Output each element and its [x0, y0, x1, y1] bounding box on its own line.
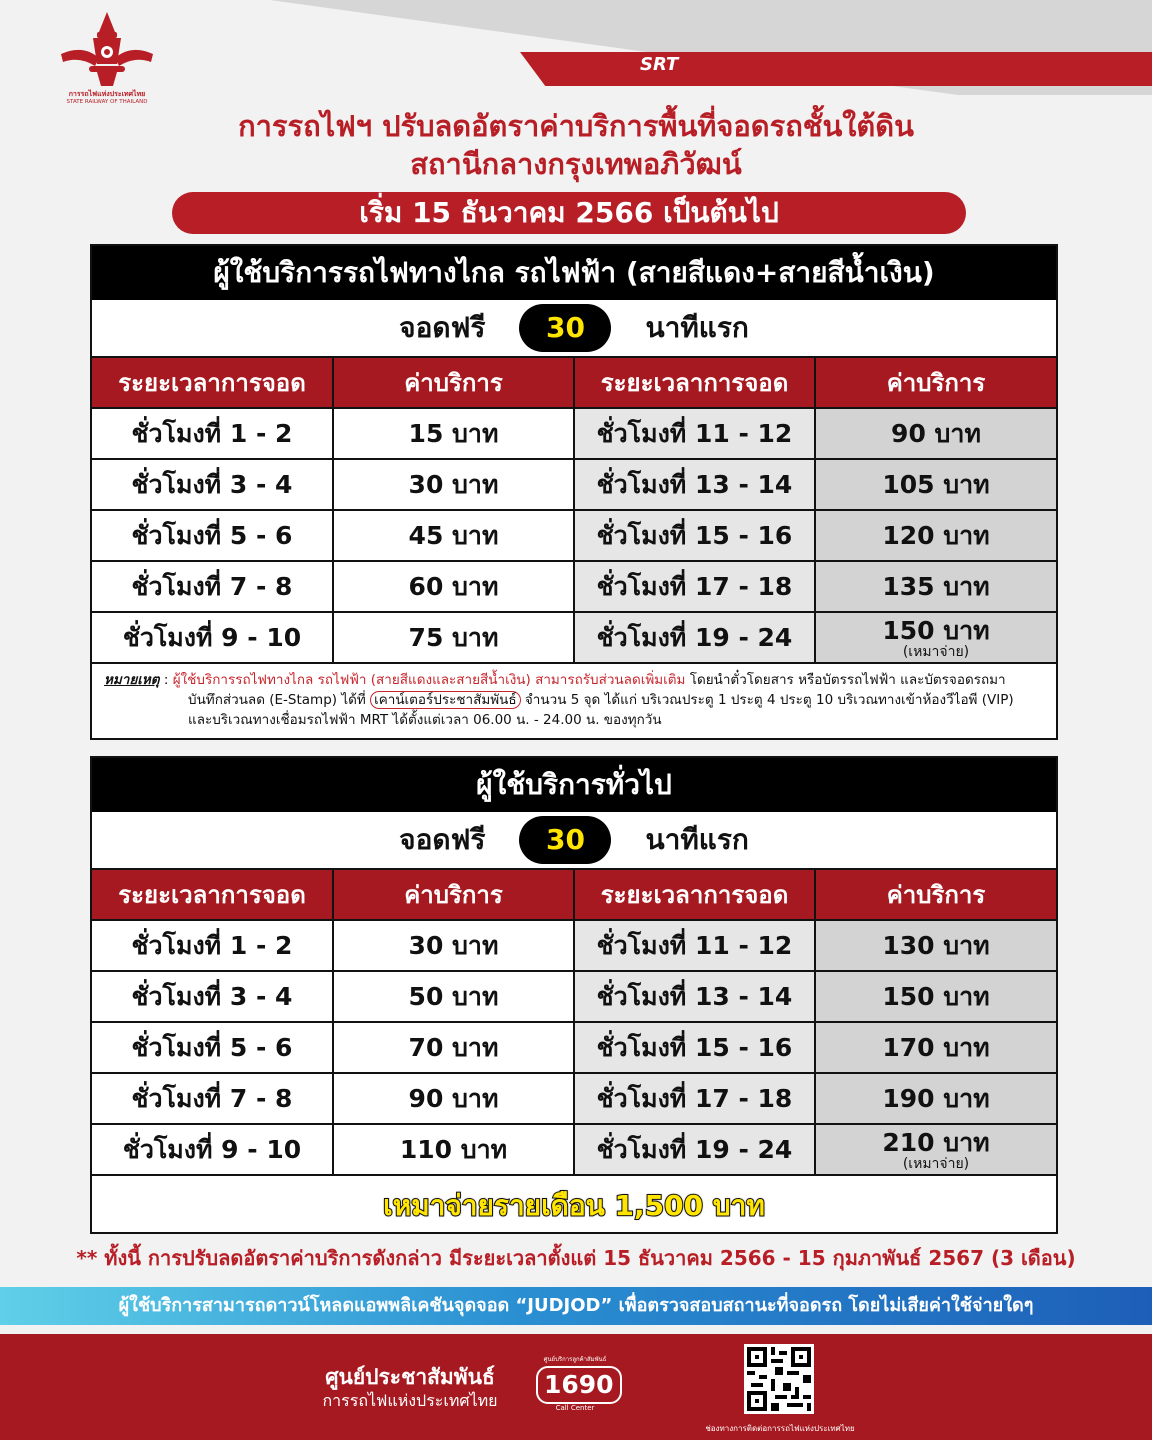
fee-value: 190 บาท: [882, 1083, 990, 1113]
pr-center-title: ศูนย์ประชาสัมพันธ์: [325, 1365, 495, 1389]
discount-note: [92, 664, 1056, 730]
note-line-3: และบริเวณทางเชื่อมรถไฟฟ้า MRT ได้ตั้งแต่เวลา 06.00 น. - 24.00 น. ของทุกวัน: [188, 712, 662, 728]
fee-cell: [815, 1022, 1056, 1073]
fee-value: 170 บาท: [882, 1032, 990, 1062]
table-header-row: [92, 870, 1056, 920]
table-row: [92, 459, 1056, 510]
duration-cell: ชั่วโมงที่ 13 - 14: [574, 971, 815, 1022]
srt-emblem-icon: [59, 10, 155, 90]
pr-center-org: การรถไฟแห่งประเทศไทย: [322, 1391, 498, 1410]
fee-value: 150 บาท: [882, 615, 990, 645]
fee-cell: [815, 561, 1056, 612]
free-label: จอดฟรี: [399, 823, 486, 856]
rail-rates-table: [92, 358, 1056, 664]
column-header-duration: ระยะเวลาการจอด: [574, 358, 815, 408]
footer: [0, 1334, 1152, 1440]
general-rates-table: [92, 870, 1056, 1176]
fee-value: 135 บาท: [882, 571, 990, 601]
duration-cell: ชั่วโมงที่ 15 - 16: [574, 1022, 815, 1073]
fee-value: 105 บาท: [882, 469, 990, 499]
duration-cell: ชั่วโมงที่ 17 - 18: [574, 1073, 815, 1124]
column-header-fee: ค่าบริการ: [333, 358, 574, 408]
note-key: หมายเหตุ: [104, 672, 160, 688]
table-row: [92, 920, 1056, 971]
free-minutes-badge: 30: [519, 816, 611, 864]
fee-cell: 60 บาท: [333, 561, 574, 612]
free-suffix: นาทีแรก: [645, 823, 749, 856]
qr-code-icon: [744, 1344, 814, 1414]
flat-rate-note: (เหมาจ่าย): [902, 1155, 970, 1172]
fee-cell: [815, 408, 1056, 459]
general-users-section: [90, 756, 1058, 1234]
note-text: จำนวน 5 จุด ได้แก่ บริเวณประตู 1 ประตู 4 ประตู 10 บริเวณทางเข้าห้องวีไอพี (VIP): [520, 692, 1014, 708]
logo-text-th: การรถไฟแห่งประเทศไทย: [68, 90, 146, 98]
duration-cell: ชั่วโมงที่ 19 - 24: [574, 612, 815, 663]
table-row: [92, 1124, 1056, 1175]
call-center-label: Call Center: [555, 1404, 595, 1412]
duration-cell: ชั่วโมงที่ 7 - 8: [92, 561, 333, 612]
duration-cell: ชั่วโมงที่ 1 - 2: [92, 408, 333, 459]
table-row: [92, 510, 1056, 561]
note-text: โดยนำตั๋วโดยสาร หรือบัตรรถไฟฟ้า และบัตรจอดรถมา: [685, 672, 1006, 688]
duration-cell: ชั่วโมงที่ 3 - 4: [92, 971, 333, 1022]
duration-cell: ชั่วโมงที่ 3 - 4: [92, 459, 333, 510]
fee-value: 120 บาท: [882, 520, 990, 550]
fee-value: 210 บาท: [882, 1127, 990, 1157]
pr-center: [300, 1364, 520, 1412]
column-header-duration: ระยะเวลาการจอด: [92, 870, 333, 920]
fee-cell: 30 บาท: [333, 920, 574, 971]
call-center-number: 1690: [536, 1366, 622, 1404]
table-row: [92, 1073, 1056, 1124]
fee-cell: [815, 971, 1056, 1022]
duration-cell: ชั่วโมงที่ 15 - 16: [574, 510, 815, 561]
note-text: บันทึกส่วนลด (E-Stamp) ได้ที่: [188, 692, 371, 708]
logo-text-en: STATE RAILWAY OF THAILAND: [66, 99, 148, 105]
page-title: การรถไฟฯ ปรับลดอัตราค่าบริการพื้นที่จอดรถชั้นใต้ดิน: [238, 109, 914, 143]
fee-cell: [815, 920, 1056, 971]
free-parking-row: [92, 300, 1056, 358]
note-highlight: ผู้ใช้บริการรถไฟทางไกล รถไฟฟ้า (สายสีแดงและสายสีน้ำเงิน) สามารถรับส่วนลดเพิ่มเติม: [172, 672, 686, 688]
column-header-fee: ค่าบริการ: [333, 870, 574, 920]
note-circled-counter: เคาน์เตอร์ประชาสัมพันธ์: [370, 691, 521, 709]
duration-cell: ชั่วโมงที่ 19 - 24: [574, 1124, 815, 1175]
monthly-pass-text: เหมาจ่ายรายเดือน 1,500 บาท: [383, 1189, 765, 1222]
app-download-banner: ผู้ใช้บริการสามารถดาวน์โหลดแอพพลิเคชันจุดจอด “JUDJOD” เพื่อตรวจสอบสถานะที่จอดรถ โดยไม่เสียค่าใช้จ่ายใดๆ: [0, 1287, 1152, 1325]
start-date-banner: เริ่ม 15 ธันวาคม 2566 เป็นต้นไป: [172, 192, 966, 234]
fee-cell: 50 บาท: [333, 971, 574, 1022]
fee-cell: [815, 612, 1056, 663]
fee-cell: 15 บาท: [333, 408, 574, 459]
rail-users-section: [90, 244, 1058, 740]
table-row: [92, 561, 1056, 612]
duration-cell: ชั่วโมงที่ 13 - 14: [574, 459, 815, 510]
table-row: [92, 408, 1056, 459]
fee-cell: 90 บาท: [333, 1073, 574, 1124]
call-center-caption: ศูนย์บริการลูกค้าสัมพันธ์: [543, 1356, 607, 1363]
srt-wordmark: SRT: [640, 54, 679, 75]
column-header-duration: ระยะเวลาการจอด: [92, 358, 333, 408]
header-decoration-red: [520, 52, 1152, 86]
table-row: [92, 1022, 1056, 1073]
fee-cell: [815, 510, 1056, 561]
table-row: [92, 971, 1056, 1022]
duration-cell: ชั่วโมงที่ 11 - 12: [574, 408, 815, 459]
duration-cell: ชั่วโมงที่ 17 - 18: [574, 561, 815, 612]
fee-value: 130 บาท: [882, 930, 990, 960]
free-minutes-badge: 30: [519, 304, 611, 352]
general-users-heading: ผู้ใช้บริการทั่วไป: [92, 758, 1056, 812]
duration-cell: ชั่วโมงที่ 9 - 10: [92, 612, 333, 663]
column-header-duration: ระยะเวลาการจอด: [574, 870, 815, 920]
free-parking-row: [92, 812, 1056, 870]
duration-cell: ชั่วโมงที่ 11 - 12: [574, 920, 815, 971]
fee-cell: [815, 1124, 1056, 1175]
duration-cell: ชั่วโมงที่ 7 - 8: [92, 1073, 333, 1124]
duration-cell: ชั่วโมงที่ 5 - 6: [92, 510, 333, 561]
srt-logo: [52, 10, 162, 106]
free-suffix: นาทีแรก: [645, 311, 749, 344]
note-line-1: หมายเหตุ : ผู้ใช้บริการรถไฟทางไกล รถไฟฟ้า (สายสีแดงและสายสีน้ำเงิน) สามารถรับส่วนลดเพิ่มเติม โดยนำตั๋วโดยสาร หรือบัตรรถไฟฟ้า และบัตรจอดรถมา: [104, 672, 1006, 688]
free-label: จอดฟรี: [399, 311, 486, 344]
column-header-fee: ค่าบริการ: [815, 870, 1056, 920]
column-header-fee: ค่าบริการ: [815, 358, 1056, 408]
fee-value: 90 บาท: [891, 418, 981, 448]
fee-cell: [815, 1073, 1056, 1124]
fee-cell: [815, 459, 1056, 510]
flat-rate-note: (เหมาจ่าย): [902, 643, 970, 660]
fee-cell: 110 บาท: [333, 1124, 574, 1175]
call-center: [536, 1356, 614, 1412]
monthly-pass-row: [92, 1176, 1056, 1236]
page-subtitle: สถานีกลางกรุงเทพอภิวัฒน์: [410, 147, 742, 181]
fee-value: 150 บาท: [882, 981, 990, 1011]
promo-period-footnote: ** ทั้งนี้ การปรับลดอัตราค่าบริการดังกล่าว มีระยะเวลาตั้งแต่ 15 ธันวาคม 2566 - 15 กุมภาพันธ์ 2567 (3 เดือน): [76, 1246, 1076, 1270]
duration-cell: ชั่วโมงที่ 1 - 2: [92, 920, 333, 971]
fee-cell: 70 บาท: [333, 1022, 574, 1073]
duration-cell: ชั่วโมงที่ 9 - 10: [92, 1124, 333, 1175]
fee-cell: 45 บาท: [333, 510, 574, 561]
qr-caption: ช่องทางการติดต่อการรถไฟแห่งประเทศไทย: [705, 1424, 855, 1433]
table-header-row: [92, 358, 1056, 408]
rail-users-heading: ผู้ใช้บริการรถไฟทางไกล รถไฟฟ้า (สายสีแดง+สายสีน้ำเงิน): [92, 246, 1056, 300]
note-line-2: [104, 690, 1044, 710]
fee-cell: 75 บาท: [333, 612, 574, 663]
fee-cell: 30 บาท: [333, 459, 574, 510]
table-row: [92, 612, 1056, 663]
duration-cell: ชั่วโมงที่ 5 - 6: [92, 1022, 333, 1073]
